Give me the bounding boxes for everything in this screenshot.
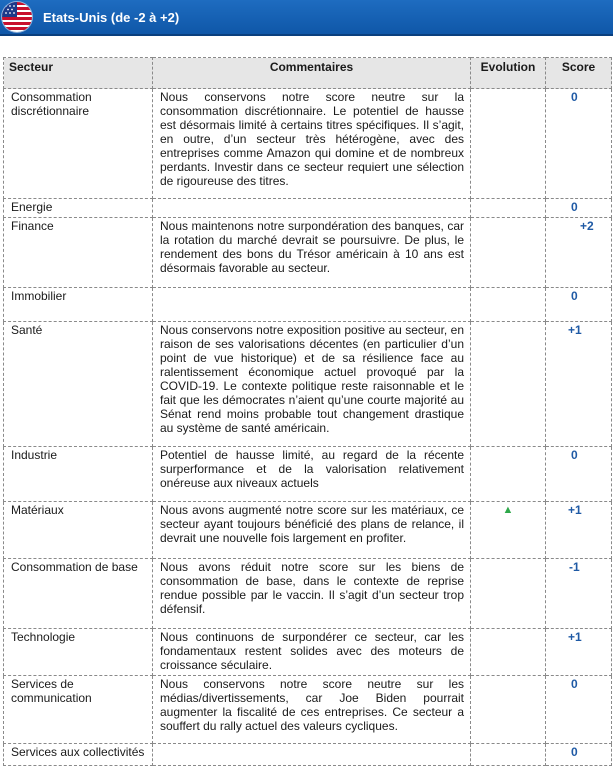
sector-score: +1 (546, 629, 612, 676)
sector-score: 0 (546, 744, 612, 766)
sector-score: -1 (546, 559, 612, 629)
page-title: Etats-Unis (de -2 à +2) (43, 10, 180, 25)
sector-name: Santé (4, 322, 153, 447)
evolution-cell (471, 629, 546, 676)
sector-score: 0 (546, 447, 612, 502)
sector-comment: Nous continuons de surpondérer ce secteur, car les fondamentaux restent solides avec des moteurs de croissance séculaire. (153, 629, 471, 676)
evolution-cell (471, 559, 546, 629)
sector-comment (153, 199, 471, 218)
sector-comment: Nous conservons notre score neutre sur les médias/divertissements, car Joe Biden pourrait augmenter la fiscalité de ces entreprises. Ce secteur a souffert du rally actuel des valeurs cycliques. (153, 676, 471, 744)
sector-name: Industrie (4, 447, 153, 502)
table-row (4, 218, 612, 288)
sector-name: Finance (4, 218, 153, 288)
sector-name: Consommation discrétionnaire (4, 89, 153, 199)
column-header-comments: Commentaires (153, 58, 471, 89)
table-row (4, 559, 612, 629)
sector-name: Consommation de base (4, 559, 153, 629)
sector-score: 0 (546, 288, 612, 322)
sector-name: Energie (4, 199, 153, 218)
table-row (4, 199, 612, 218)
evolution-cell (471, 676, 546, 744)
us-flag-icon (2, 2, 32, 32)
table-row (4, 447, 612, 502)
column-header-evolution: Evolution (471, 58, 546, 89)
sector-score: 0 (546, 89, 612, 199)
table-row (4, 322, 612, 447)
evolution-up-icon: ▲ (471, 502, 546, 559)
sector-name: Matériaux (4, 502, 153, 559)
header-bar (0, 0, 613, 36)
table-row (4, 744, 612, 766)
evolution-cell (471, 218, 546, 288)
column-header-sector: Secteur (4, 58, 153, 89)
evolution-cell (471, 288, 546, 322)
sector-table (3, 57, 612, 766)
sector-name: Services aux collectivités (4, 744, 153, 766)
sector-name: Immobilier (4, 288, 153, 322)
sector-comment: Nous conservons notre exposition positive au secteur, en raison de ses valorisations décentes (en particulier d’un point de vue historique) et de sa résilience face au ralentissement économique actuel provoqué par la COVID-19. Le contexte politique reste raisonnable et le fait que les démocrates n’aient qu’une courte majorité au Sénat rend moins probable tout changement drastique au système de santé américain. (153, 322, 471, 447)
column-header-score: Score (546, 58, 612, 89)
evolution-cell (471, 89, 546, 199)
evolution-cell (471, 199, 546, 218)
sector-score: 0 (546, 199, 612, 218)
sector-comment: Nous maintenons notre surpondération des banques, car la rotation du marché devrait se poursuivre. De plus, le rendement des bons du Trésor américain à 10 ans est désormais favorable au secteur. (153, 218, 471, 288)
sector-score: 0 (546, 676, 612, 744)
evolution-cell (471, 744, 546, 766)
table-row (4, 502, 612, 559)
sector-comment (153, 288, 471, 322)
sector-comment: Potentiel de hausse limité, au regard de la récente surperformance et de la valorisation relativement onéreuse aux niveaux actuels (153, 447, 471, 502)
table-row (4, 676, 612, 744)
sector-comment: Nous avons augmenté notre score sur les matériaux, ce secteur ayant toujours bénéficié des plans de relance, il devrait une nouvelle fois largement en profiter. (153, 502, 471, 559)
sector-name: Services de communication (4, 676, 153, 744)
sector-score: +2 (546, 218, 612, 288)
sector-score: +1 (546, 322, 612, 447)
sector-name: Technologie (4, 629, 153, 676)
sector-comment: Nous avons réduit notre score sur les biens de consommation de base, dans le contexte de reprise rendue possible par le vaccin. Il s’agit d’un secteur trop défensif. (153, 559, 471, 629)
evolution-cell (471, 322, 546, 447)
sector-score: +1 (546, 502, 612, 559)
table-header-row (4, 58, 612, 89)
evolution-cell (471, 447, 546, 502)
table-row (4, 629, 612, 676)
sector-comment: Nous conservons notre score neutre sur la consommation discrétionnaire. Le potentiel de hausse est désormais limité à certains titres spécifiques. Il s’agit, en outre, d’un secteur très hétérogène, avec des entreprises comme Amazon qui domine et de nombreux perdants. Investir dans ce secteur requiert une sélection de rigoureuse des titres. (153, 89, 471, 199)
table-row (4, 89, 612, 199)
sector-comment (153, 744, 471, 766)
table-row (4, 288, 612, 322)
